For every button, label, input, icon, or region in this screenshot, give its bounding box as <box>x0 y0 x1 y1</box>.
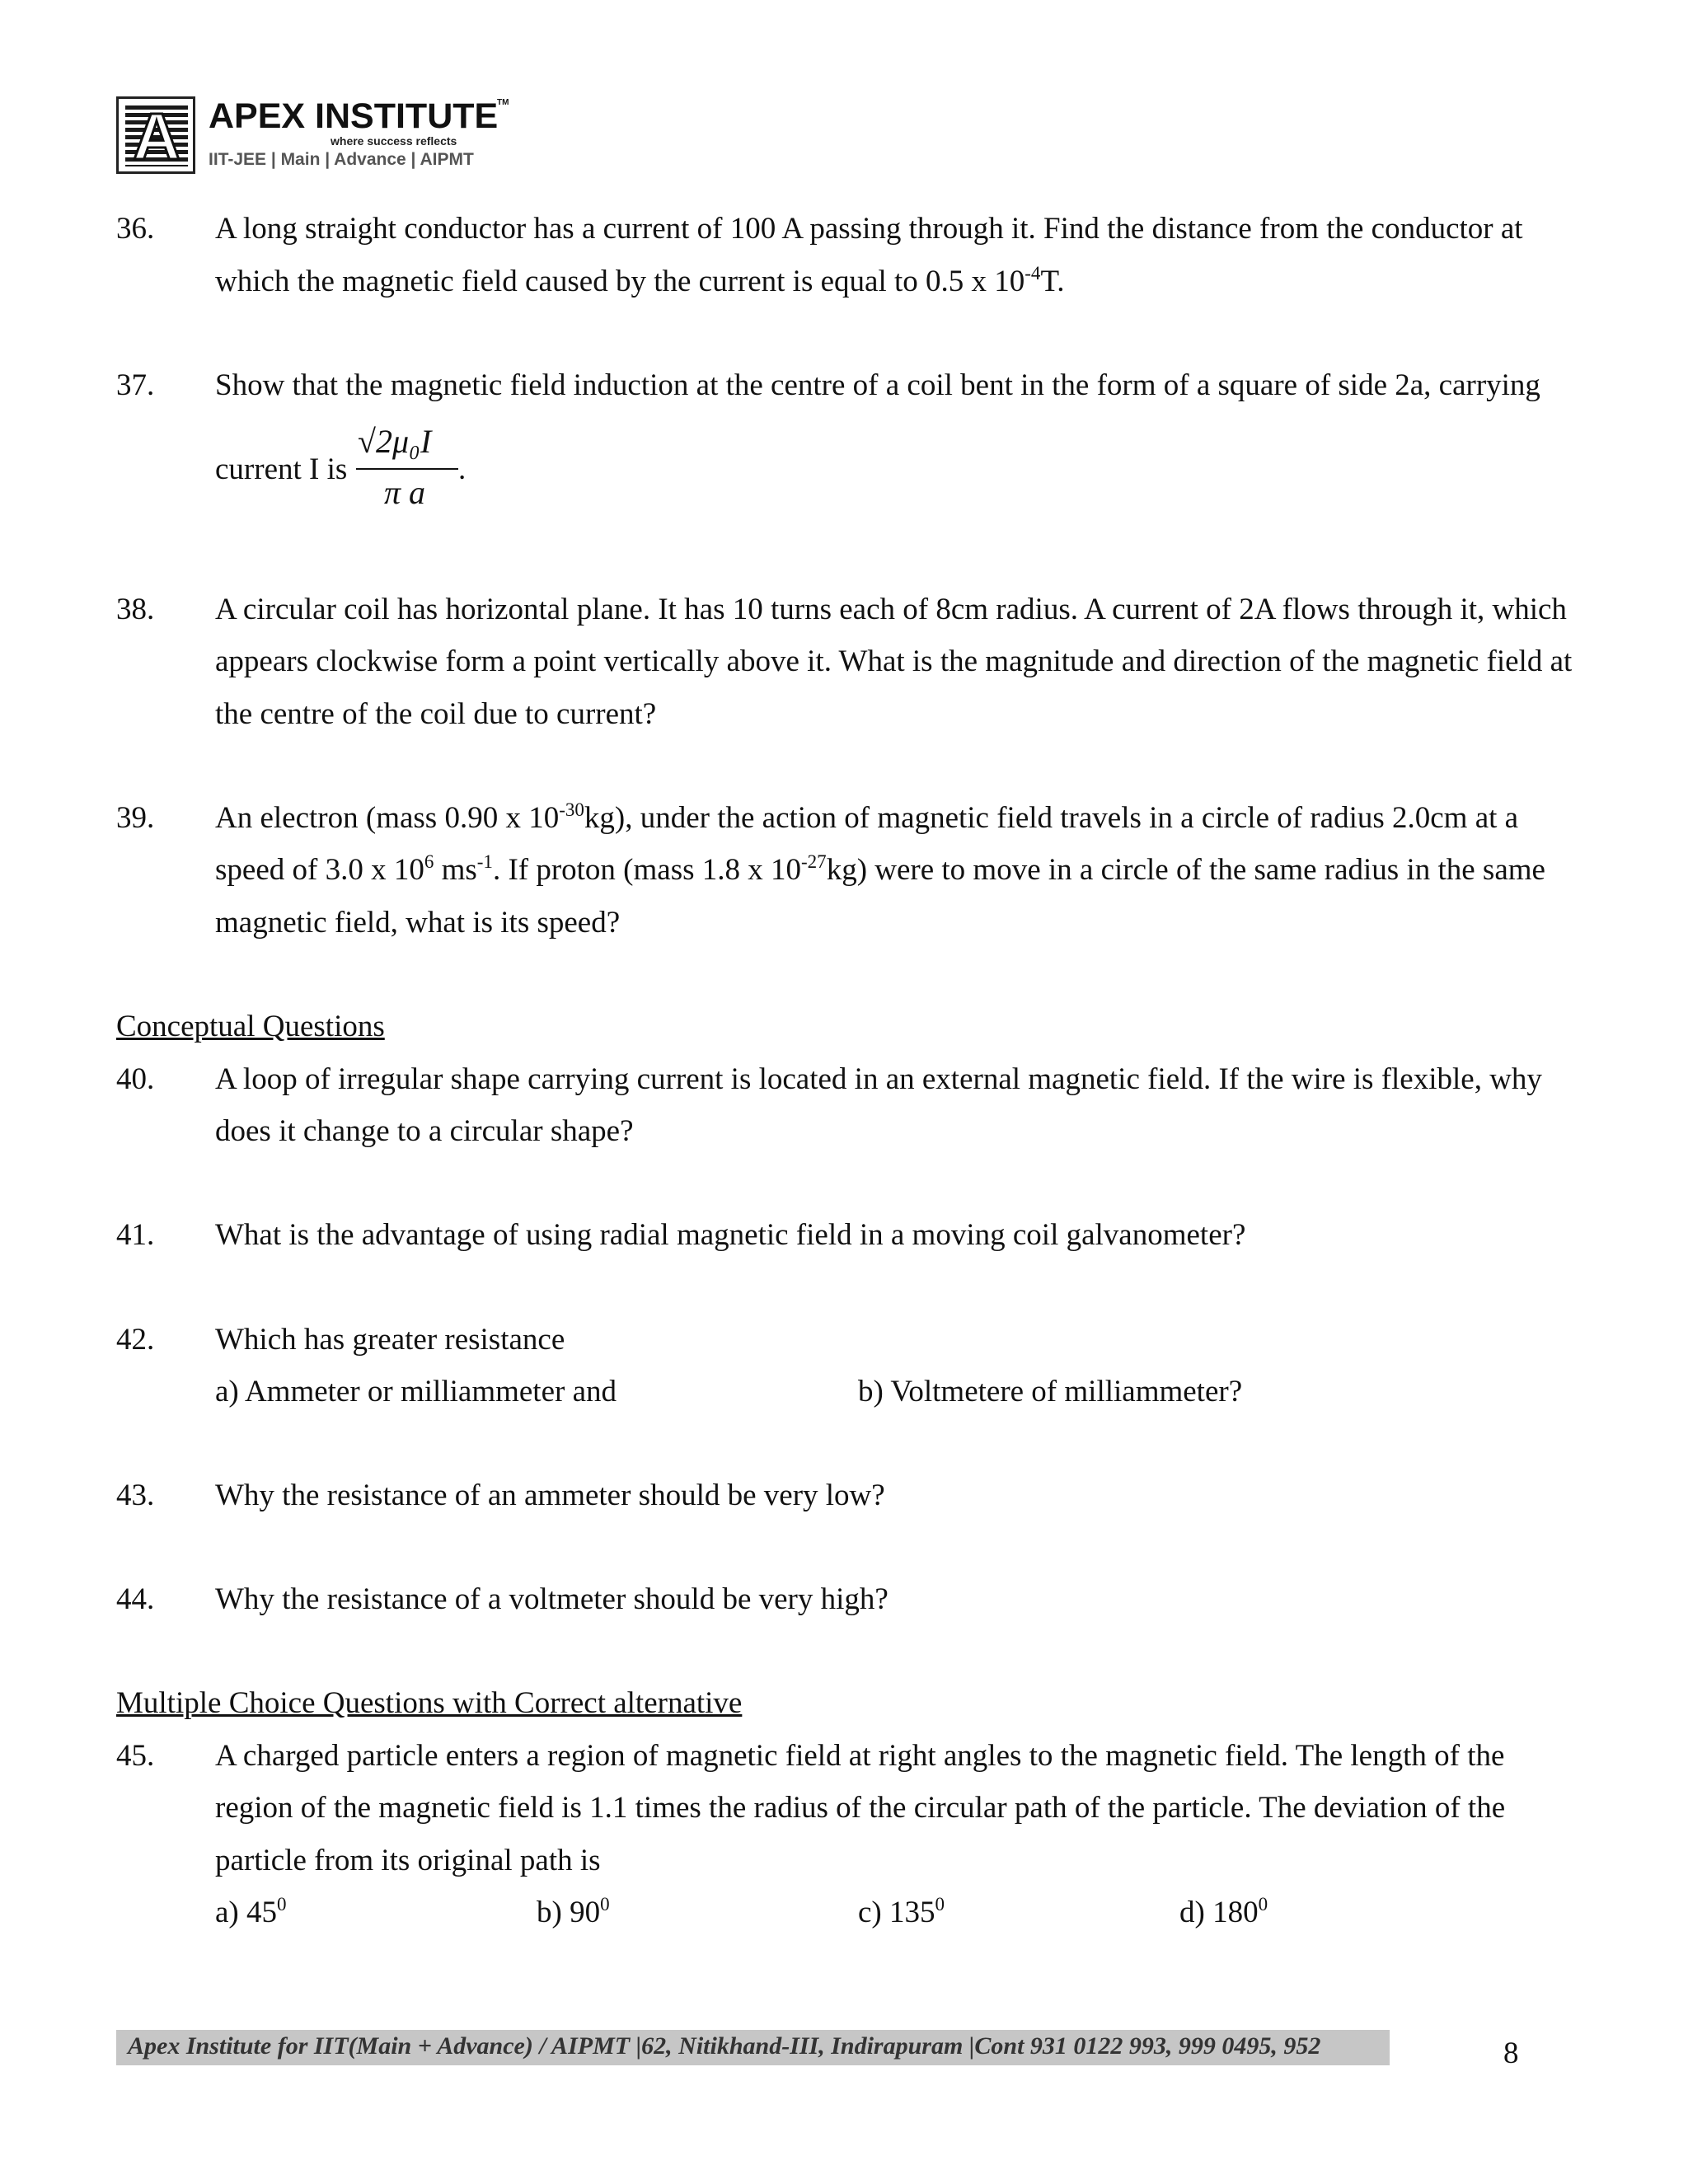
question-text: speed of 3.0 x $10^6$ $ms^{-1}$. If proton (mass 1.8 x $10^{-27}kg$) were to move in a circle of the same radius in the same <box>215 851 1545 887</box>
question-text: which the magnetic field caused by the current is equal to 0.5 x $10^{-4}T$. <box>215 263 1065 298</box>
answer-option-c: c) $135^0$ <box>858 1894 945 1929</box>
institute-logo <box>116 96 512 177</box>
question-text: Why the resistance of a voltmeter should be very high? <box>215 1582 889 1616</box>
question-number: 43. <box>116 1479 155 1512</box>
question-text: A circular coil has horizontal plane. It has 10 turns each of 8cm radius. A current of 2A flows through it, which <box>215 593 1567 626</box>
page-number: 8 <box>1503 2036 1519 2070</box>
formula-denominator: π a <box>384 474 426 511</box>
logo-emblem <box>116 96 195 174</box>
question-text: . <box>458 452 467 486</box>
question-text: particle from its original path is <box>215 1844 601 1877</box>
question-text: What is the advantage of using radial magnetic field in a moving coil galvanometer? <box>215 1218 1246 1252</box>
trademark: TM <box>497 98 509 107</box>
question-text: Show that the magnetic field induction at the centre of a coil bent in the form of a square of side 2a, carrying <box>215 368 1540 402</box>
logo-letter: A <box>133 100 181 173</box>
question-text: Which has greater resistance <box>215 1323 565 1357</box>
question-text: Why the resistance of an ammeter should be very low? <box>215 1479 885 1512</box>
question-text: the centre of the coil due to current? <box>215 697 657 731</box>
formula-fraction <box>356 422 458 519</box>
question-text: appears clockwise form a point vertically above it. What is the magnitude and direction of the magnetic field at <box>215 644 1573 678</box>
question-number: 39. <box>116 801 155 835</box>
question-text: A charged particle enters a region of magnetic field at right angles to the magnetic field. The length of the <box>215 1739 1505 1773</box>
answer-option: b) Voltmetere of milliammeter? <box>858 1375 1243 1408</box>
answer-option: a) Ammeter or milliammeter and <box>215 1375 617 1408</box>
question-text: A loop of irregular shape carrying current is located in an external magnetic field. If the wire is flexible, why <box>215 1062 1542 1096</box>
answer-option-b: b) $90^0$ <box>537 1894 610 1929</box>
fraction-bar <box>356 468 458 470</box>
section-heading-conceptual: Conceptual Questions <box>116 1010 385 1043</box>
question-number: 41. <box>116 1218 155 1252</box>
question-number: 42. <box>116 1323 155 1357</box>
question-text: region of the magnetic field is 1.1 times the radius of the circular path of the particle. The deviation of the <box>215 1791 1506 1825</box>
footer-address: Apex Institute for IIT(Main + Advance) / AIPMT |62, Nitikhand-III, Indirapuram |Cont 931 0122 993, 999 0495, 952 <box>128 2032 1321 2060</box>
answer-option-d: d) $180^0$ <box>1179 1894 1268 1929</box>
question-number: 44. <box>116 1582 155 1616</box>
question-number: 37. <box>116 368 155 402</box>
question-number: 45. <box>116 1739 155 1773</box>
institute-name: APEX INSTITUTE <box>209 96 499 136</box>
formula-numerator: √2μ₀I <box>358 423 432 460</box>
question-text: does it change to a circular shape? <box>215 1114 634 1148</box>
question-text: A long straight conductor has a current of 100 A passing through it. Find the distance from the conductor at <box>215 212 1523 246</box>
section-heading-mcq: Multiple Choice Questions with Correct alternative <box>116 1686 743 1720</box>
question-number: 36. <box>116 212 155 246</box>
answer-option-a: a) $45^0$ <box>215 1894 287 1929</box>
question-number: 38. <box>116 593 155 626</box>
institute-subtitle: IIT-JEE | Main | Advance | AIPMT <box>209 150 474 169</box>
question-text: current I is <box>215 452 348 486</box>
question-text: magnetic field, what is its speed? <box>215 906 621 940</box>
institute-tagline: where success reflects <box>331 134 457 148</box>
question-text: An electron (mass 0.90 x $10^{-30}kg$), under the action of magnetic field travels in a circle of radius 2.0cm at a <box>215 799 1519 835</box>
question-number: 40. <box>116 1062 155 1096</box>
